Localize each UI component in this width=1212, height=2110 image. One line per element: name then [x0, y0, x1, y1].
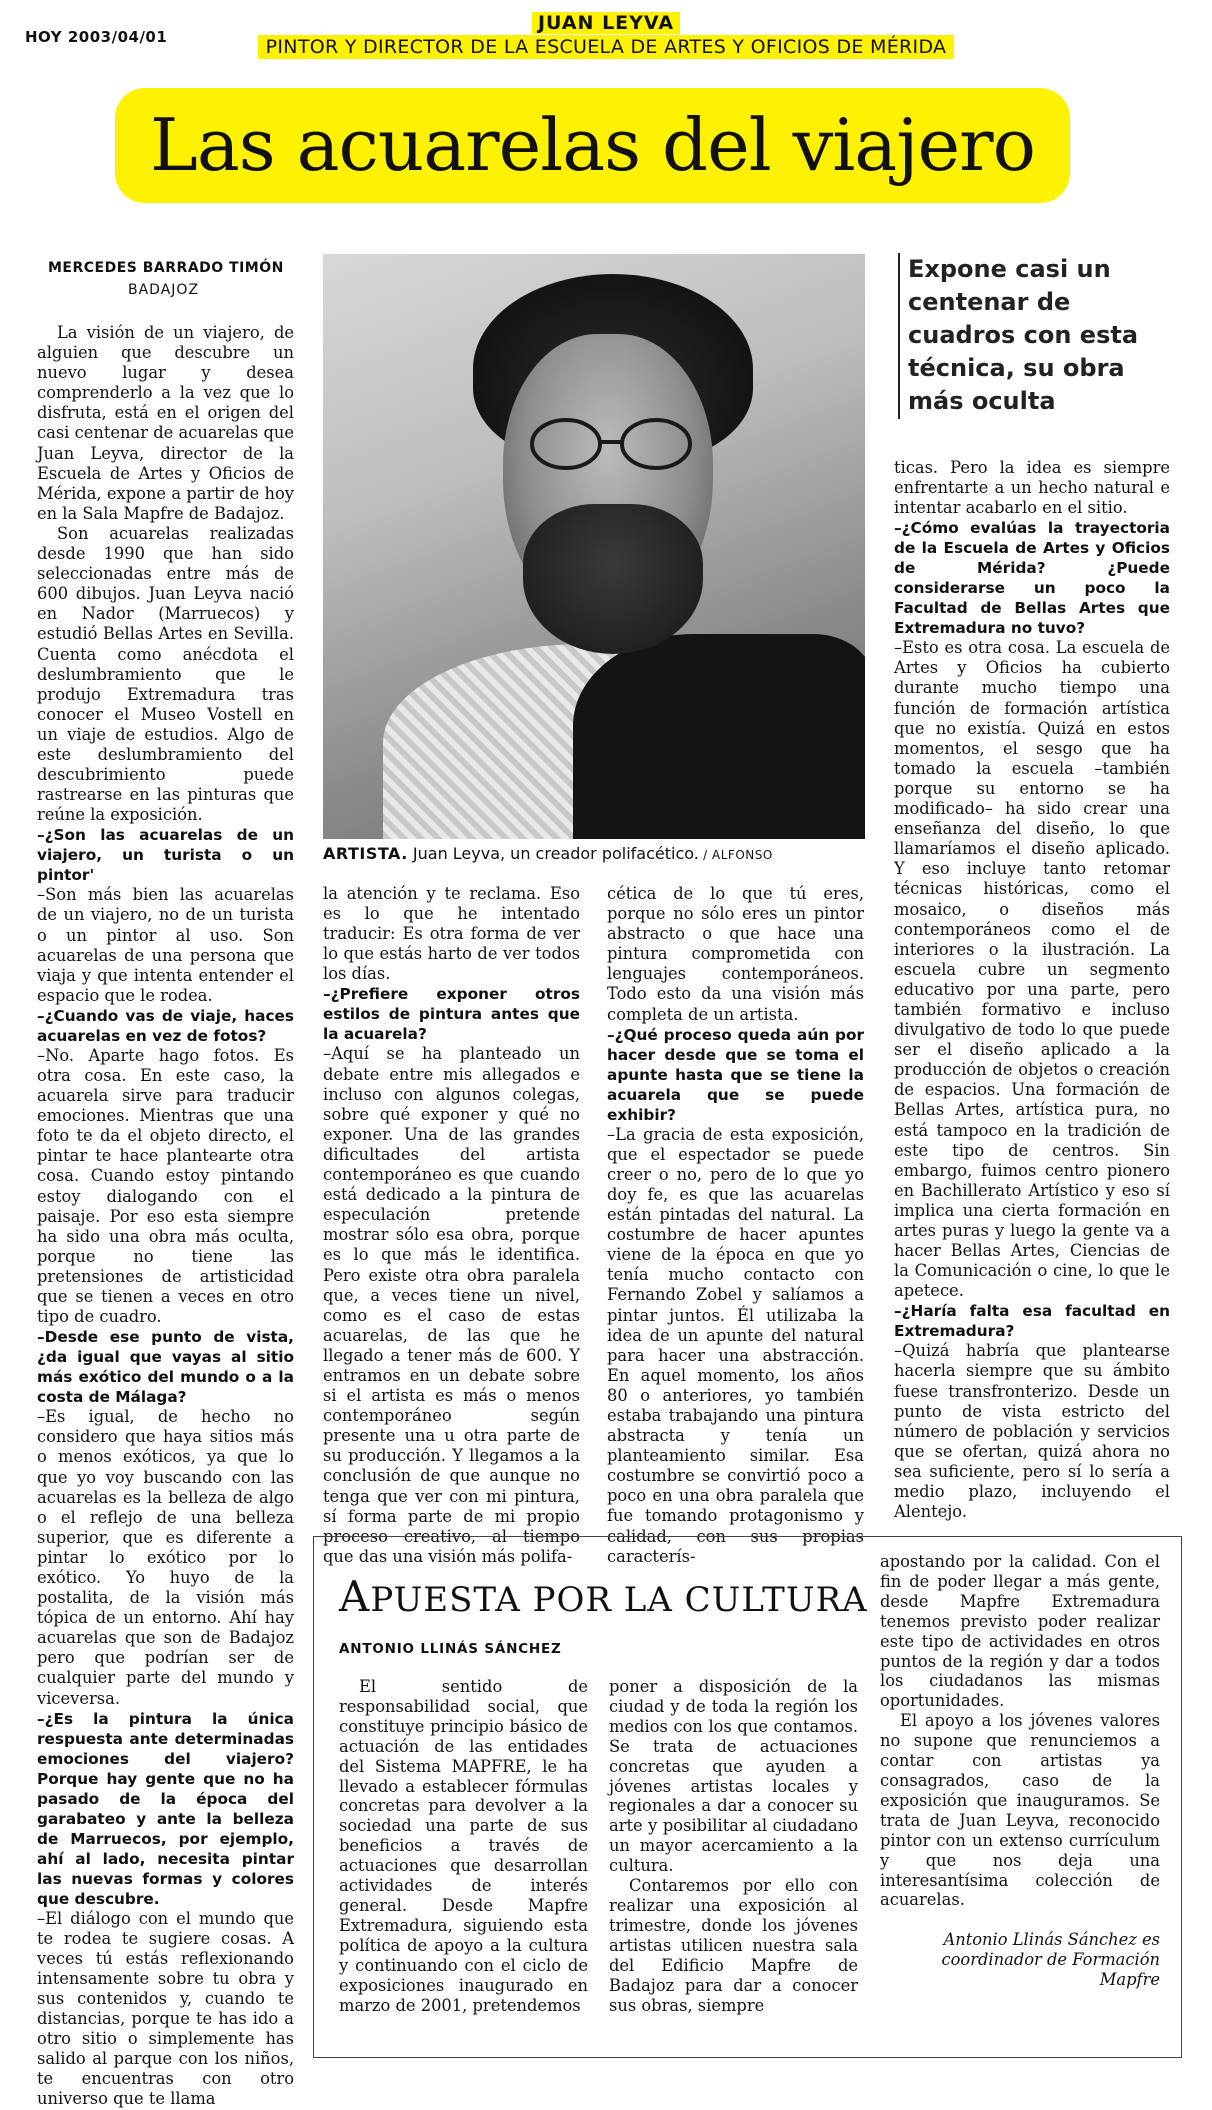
paragraph: El apoyo a los jóvenes valores no supone que renunciemos a contar con artistas ya consagrados, caso de la exposición que inauguramos. Se trata de Juan Leyva, reconocido pintor con un extenso currículum y que nos deja una interesantísima colección de acuarelas. — [880, 1711, 1160, 1910]
paragraph: –Aquí se ha planteado un debate entre mis allegados e incluso con algunos colegas, sobre qué exponer y qué no exponer. Una de las grandes dificultades del artista contemporáneo es que cuando está dedicado a la pintura de especulación pretende mostrar sólo esa obra, porque es lo que más le identifica. Pero existe otra obra paralela que, a veces tiene un nivel, como es el caso de estas acuarelas, de las que he llegado a tener más de 600. Y entramos en un debate sobre si el artista es más o menos contemporáneo según presente una u otra parte de su producción. Y llegamos a la conclusión de que aunque no tenga que ver con mi pintura, sí forma parte de mi propio proceso creativo, al tiempo que das una visión más polifa- — [323, 1044, 580, 1566]
kicker-role: PINTOR Y DIRECTOR DE LA ESCUELA DE ARTES Y OFICIOS DE MÉRIDA — [258, 35, 955, 59]
photo-credit: / ALFONSO — [698, 848, 773, 862]
article-column-4 — [894, 458, 1170, 1522]
paragraph: –El diálogo con el mundo que te rodea te sugiere cosas. A veces tú estás reflexionando intensamente sobre tu obra y sus contenidos y, cuando te distancias, porque te has ido a otro sitio o simplemente has salido al parque con los niños, te encuentras con otro universo que te llama — [37, 1908, 294, 2109]
pull-quote-rule — [898, 253, 900, 419]
paragraph: –No. Aparte hago fotos. Es otra cosa. En este caso, la acuarela sirve para traducir emociones. Mientras que una foto te da el objeto directo, el pintar te hace plantearte otra cosa. Cuando estoy pintando estoy dialogando con el paisaje. Por eso esta siempre ha sido una obra más oculta, porque no tiene las pretensiones de artisticidad que se tienen a veces en otro tipo de cuadro. — [37, 1045, 294, 1327]
source-date: HOY 2003/04/01 — [25, 28, 168, 46]
article-column-1 — [37, 323, 294, 2110]
box-title — [339, 1572, 868, 1621]
paragraph: apostando por la calidad. Con el fin de poder llegar a más gente, desde Mapfre Extremadura tenemos previsto poder realizar este tipo de actividades en otros puntos de la región y dar a todos los ciudadanos las mismas oportunidades. — [880, 1552, 1160, 1711]
paragraph: la atención y te reclama. Eso es lo que he intentado traducir: Es otra forma de ver lo que estás harto de ver todos los días. — [323, 884, 580, 984]
paragraph: La visión de un viajero, de alguien que descubre un nuevo lugar y desea comprenderlo a la vez que lo disfruta, está en el origen del casi centenar de acuarelas que Juan Leyva, director de la Escuela de Artes y Oficios de Mérida, expone a partir de hoy en la Sala Mapfre de Badajoz. — [37, 323, 294, 523]
box-author: ANTONIO LLINÁS SÁNCHEZ — [339, 1641, 562, 1657]
caption-text: Juan Leyva, un creador polifacético. — [407, 844, 699, 863]
glasses-icon — [528, 414, 698, 474]
sidebar-box — [313, 1536, 1182, 2058]
photo-caption — [323, 844, 883, 863]
paragraph: El sentido de responsabilidad social, que constituye principio básico de actuación de las entidades del Sistema MAPFRE, le ha llevado a establecer fórmulas concretas para devolver a la sociedad una parte de sus beneficios a través de actuaciones que desarrollan actividades de interés general. Desde Mapfre Extremadura, siguiendo esta política de apoyo a la cultura y continuando con el ciclo de exposiciones inaugurado en marzo de 2001, pretendemos — [339, 1677, 588, 2015]
article-column-2 — [323, 884, 580, 1567]
interview-question: –¿Cuando vas de viaje, haces acuarelas en vez de fotos? — [37, 1006, 294, 1045]
paragraph: –Esto es otra cosa. La escuela de Artes y Oficios ha cubierto durante mucho tiempo una función de formación artística que no existía. Quizá en estos momentos, el sesgo que ha tomado la escuela –también porque su entorno se ha modificado– ha sido crear una enseñanza del diseño, lo que llamaríamos el diseño aplicado. Y eso incluye tanto retomar técnicas históricas, como el mosaico, o diseños más contemporáneos como el de interiores o la ilustración. La escuela cubre un segmento educativo por una parte, pero también formativo e incluso divulgativo de todo lo que puede ser el diseño aplicado a la producción de objetos o creación de espacios. Una formación de Bellas Artes, artística pura, no está tampoco en la tradición de este tipo de centros. Sin embargo, fuimos centro pionero en Bachillerato Artístico y eso sí implica una cierta formación en artes puras y luego la gente va a hacer Bellas Artes, Ciencias de la Comunicación o cine, lo que le apetece. — [894, 638, 1170, 1301]
interview-question: –¿Es la pintura la única respuesta ante determinadas emociones del viajero? Porque hay gente que no ha pasado de la época del garabateo y ante la belleza de Marruecos, por ejemplo, ahí al lado, necesita pintar las nuevas formas y colores que descubre. — [37, 1709, 294, 1908]
box-title-initial: A — [339, 1572, 371, 1621]
paragraph: –Quizá habría que plantearse hacerla siempre que su ámbito fuese transfronterizo. Desde un punto de vista estricto del número de población y servicios que se ofertan, quizá ahora no sea suficiente, pero sí lo sería a medio plazo, incluyendo el Alentejo. — [894, 1341, 1170, 1522]
kicker-name: JUAN LEYVA — [532, 12, 680, 34]
paragraph: cética de lo que tú eres, porque no sólo eres un pintor abstracto o que hace una pintura comprometida con lenguajes contemporáneos. Todo esto da una visión más completa de un artista. — [607, 884, 864, 1024]
paragraph: ticas. Pero la idea es siempre enfrentarte a un hecho natural e intentar acabarlo en el sitio. — [894, 458, 1170, 518]
interview-question: –¿Son las acuarelas de un viajero, un turista o un pintor' — [37, 826, 294, 885]
paragraph: –La gracia de esta exposición, que el espectador se puede creer o no, pero de lo que yo doy fe, es que las acuarelas están pintadas del natural. La costumbre de hacer apuntes viene de la época en que yo tenía mucho contacto con Fernando Zobel y salíamos a pintar juntos. Él utilizaba la idea de un apunte del natural para hacer una abstracción. En aquel momento, los años 80 o anteriores, yo también estaba trabajando una pintura abstracta y tenía un planteamiento similar. Esa costumbre se convirtió poco a poco en una obra paralela que fue tomando protagonismo y calidad, con sus propias caracterís- — [607, 1124, 864, 1566]
paragraph: Contaremos por ello con realizar una exposición al trimestre, donde los jóvenes artistas utilicen nuestra sala del Edificio Mapfre de Badajoz para dar a conocer sus obras, siempre — [609, 1876, 858, 2015]
artist-photo — [323, 254, 865, 839]
byline-place: BADAJOZ — [128, 282, 200, 298]
paragraph: –Es igual, de hecho no considero que haya sitios más o menos exóticos, ya que lo que yo voy buscando con las acuarelas es la belleza de algo o el reflejo de una belleza superior, que es diferente a pintar lo exótico por lo exótico. Yo huyo de la postalita, de la visión más tópica de un entorno. Ahí hay acuarelas que son de Badajoz pero que podrían ser de cualquier parte del mundo y viceversa. — [37, 1407, 294, 1708]
article-column-3 — [607, 884, 864, 1567]
box-column-1 — [339, 1677, 588, 2015]
pull-quote: Expone casi un centenar de cuadros con esta técnica, su obra más oculta — [908, 255, 1139, 415]
box-title-rest: PUESTA POR LA CULTURA — [370, 1580, 868, 1620]
interview-question: –¿Qué proceso queda aún por hacer desde que se toma el apunte hasta que se tiene la acuarela que se puede exhibir? — [607, 1025, 864, 1124]
interview-question: –¿Prefiere exponer otros estilos de pintura antes que la acuarela? — [323, 985, 580, 1044]
byline-author: MERCEDES BARRADO TIMÓN — [48, 260, 284, 276]
box-column-2 — [609, 1677, 858, 2015]
box-column-3-wrap — [880, 1552, 1160, 1990]
headline: Las acuarelas del viajero — [115, 88, 1070, 203]
box-signature: Antonio Llinás Sánchez es coordinador de Formación Mapfre — [941, 1930, 1160, 1990]
caption-label: ARTISTA. — [323, 844, 408, 863]
interview-question: –¿Haría falta esa facultad en Extremadura? — [894, 1302, 1170, 1341]
interview-question: –¿Cómo evalúas la trayectoria de la Escuela de Artes y Oficios de Mérida? ¿Puede considerarse un poco la Facultad de Bellas Artes que Extremadura no tuvo? — [894, 519, 1170, 638]
paragraph: –Son más bien las acuarelas de un viajero, no de un turista o un pintor al uso. Son acuarelas de una persona que viaja y que intenta entender el espacio que le rodea. — [37, 885, 294, 1005]
paragraph: poner a disposición de la ciudad y de toda la región los medios con los que contamos. Se trata de actuaciones concretas que ayuden a jóvenes artistas locales y regionales a dar a conocer su arte y posibilitar al ciudadano un mayor acercamiento a la cultura. — [609, 1677, 858, 1876]
paragraph: Son acuarelas realizadas desde 1990 que han sido seleccionadas entre más de 600 dibujos. Juan Leyva nació en Nador (Marruecos) y estudió Bellas Artes en Sevilla. Cuenta como anécdota el deslumbramiento que le produjo Extremadura tras conocer el Museo Vostell en un viaje de estudios. Algo de este deslumbramiento del descubrimiento puede rastrearse en las pinturas que reúne la exposición. — [37, 523, 294, 825]
kicker — [0, 12, 1212, 59]
interview-question: –Desde ese punto de vista, ¿da igual que vayas al sitio más exótico del mundo o a la costa de Málaga? — [37, 1328, 294, 1407]
box-column-3 — [880, 1552, 1160, 1910]
